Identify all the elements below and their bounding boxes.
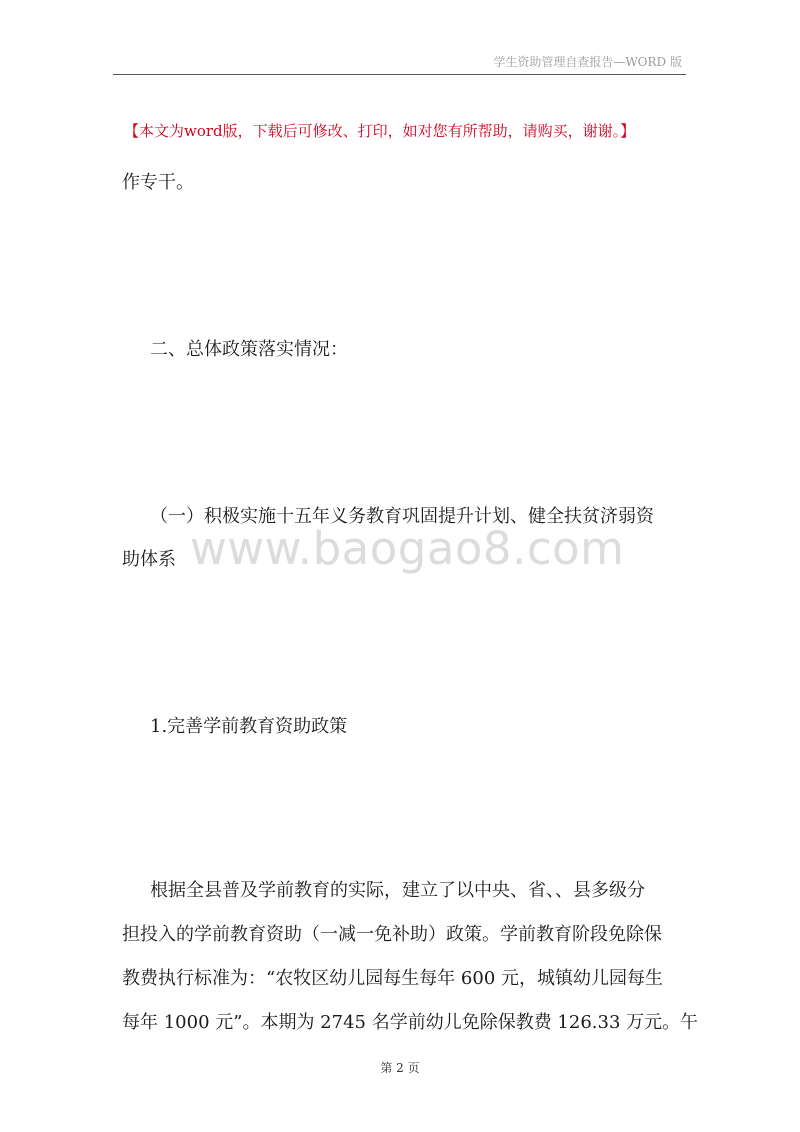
page-number: 第 2 页	[380, 1061, 420, 1075]
section-heading-2: 二、总体政策落实情况：	[150, 339, 348, 360]
paragraph-line: 担投入的学前教育资助（一减一免补助）政策。学前教育阶段免除保	[122, 924, 662, 945]
subsection-heading-1-line2: 助体系	[122, 549, 176, 570]
site-watermark: www.baogao8.com	[190, 522, 625, 575]
subsection-heading-1-line1: （一）积极实施十五年义务教育巩固提升计划、健全扶贫济弱资	[150, 506, 654, 527]
header-divider	[113, 74, 686, 75]
purchase-notice: 【本文为word版，下载后可修改、打印，如对您有所帮助，请购买，谢谢。】	[124, 122, 636, 140]
paragraph-line: 根据全县普及学前教育的实际，建立了以中央、省、、县多级分	[150, 880, 645, 901]
paragraph-line: 教费执行标准为：“农牧区幼儿园每生每年 600 元，城镇幼儿园每生	[122, 968, 663, 989]
item-heading-1: 1.完善学前教育资助政策	[150, 716, 348, 737]
paragraph-continuation: 作专干。	[122, 172, 194, 193]
page-header-title: 学生资助管理自查报告—WORD 版	[493, 55, 682, 69]
paragraph-line: 每年 1000 元”。本期为 2745 名学前幼儿免除保教费 126.33 万元。午	[122, 1012, 699, 1033]
